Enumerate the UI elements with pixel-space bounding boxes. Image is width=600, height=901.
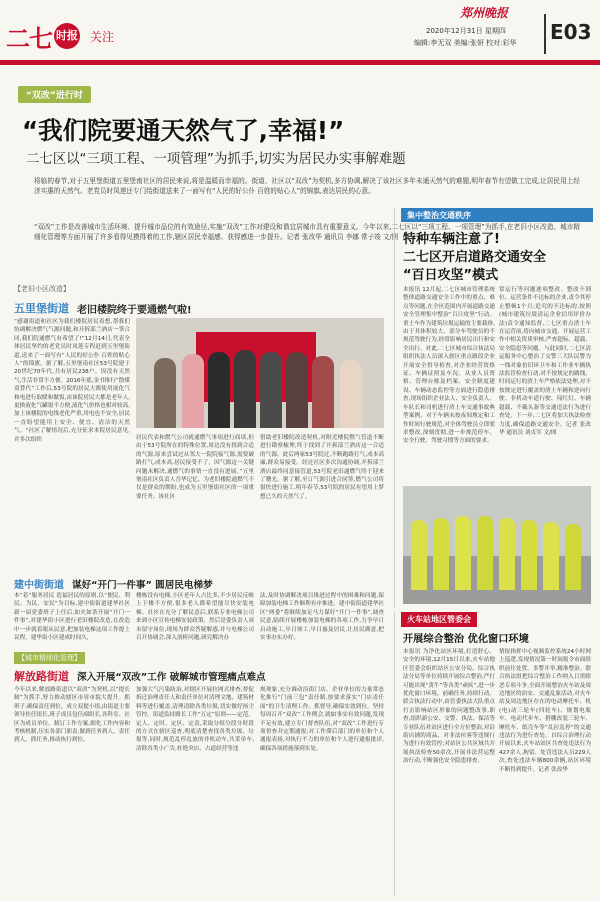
logo-text: 二七 bbox=[6, 23, 52, 53]
col-text: 本报讯 12月起,二七区城市管理系统整体道路交通安全工作中的重点、难点等问题,在全区范围内开展道路交通安全管理集中整治“百日攻坚”行动。重土车作为建筑垃圾运输的主要载体,由于其体积较大、部分车驾驶员的不规范驾驶行为,经常影响居民出行和安全出行。对此,二七区城市综合执法局组织执法人员深入辖区重点路段企业开展安全督导检查,对企业经营资格证、车辆证照及车况、从业人员资格、管理台账及档案、安全制度建设、车辆动态监控等方面进行隐患排查,现场组织企业法人、安全负责人、车队长和司机进行渣土车交通事故典型案例。对于车辆未按夜间规定和工作时间行驶规范,对全体驾驶员立即要求整改,深刻贯彻,进一步规范停车、安全行驶、驾驶习惯等方面的要求。 bbox=[403, 287, 495, 445]
page-number: E03 bbox=[550, 20, 592, 44]
hero-subtitle: 二七区以“三项工程、一项管理”为抓手,切实为居民办实事解难题 bbox=[26, 152, 406, 167]
road-shape bbox=[403, 556, 591, 604]
photo-residents bbox=[136, 318, 384, 428]
officer-shape bbox=[499, 518, 515, 590]
section-old-community bbox=[14, 284, 386, 644]
section-city-management bbox=[14, 652, 386, 892]
headline: 深入开展“双改”工作 破解城市管理痛点难点 bbox=[77, 672, 266, 683]
headline-1: 特种车辆注意了! bbox=[403, 232, 500, 247]
hero-title: “我们院要通天然气了,幸福!” bbox=[22, 116, 345, 145]
officer-shape bbox=[521, 520, 537, 590]
hero-tag: “双改”进行时 bbox=[18, 86, 91, 103]
col-text: 居民代表和燃气公司就通燃气事项进行商谈,但由于53号院所在的特殊位置,周边没有找到合适的气源,原来尝试过从邻大一院院接气源,需要破路打气,成本高,居民接受不了。因气源这一关键问题未解决,通燃气的事情一直没有进展。”五里堡南社区负责人吾华记忆。为老旧楼院通燃气不仅是群众的期盼,也成为五里堡街社区的一项重要任务。该社区 bbox=[136, 435, 254, 500]
headline-2: 二七区开启道路交通安全 bbox=[403, 250, 547, 265]
officer-shape bbox=[433, 518, 449, 590]
masthead bbox=[0, 0, 600, 70]
subhead-street: 五里堡街道 bbox=[14, 302, 69, 315]
col-text: 法,及时协调解决项目推进过程中的困难和问题,保障加装电梯工作顺利有序推进。建中街街道建华社区“两委”将继续加足马力谋好“开门一件事”,调查民意,陆续开展楼栋加装电梯的各项工作,力争早日启动施工,早日竣工,早日惠及居民,让居民满意,把实事办实办好。 bbox=[260, 593, 384, 642]
col-text: 加强大气污染防治,对辖区开展拉网式排查,督促拆迁治理责任人和责任单位对清理文地、建筑材料等进行覆盖,清理清除各类垃圾,切实做好扬尘管控。街道监持路长工作“五定”原则——定范、定人、定时、定区、定责,采取分组分段分时段的方式在辖区巡查,明底清楚查找各类垃圾、垃圾等,同时,规范乱停乱放的非机动车,共采单车,清除各类小广告,杜绝突店、占道经营等违 bbox=[136, 687, 254, 752]
person-shape bbox=[312, 356, 334, 428]
section-tag: 【老旧小区改造】 bbox=[14, 285, 70, 293]
officer-shape bbox=[477, 516, 493, 590]
logo-badge: 时报 bbox=[54, 23, 80, 49]
officer-shape bbox=[411, 520, 427, 590]
person-shape bbox=[208, 352, 230, 428]
person-shape bbox=[260, 352, 282, 428]
col-text: 今年以来,解放路街道以“双改”为契机,以“提长制”为抓手,努力推动辖区市容市貌大提升。抓班子,确保责任到位。成立双提小组,由街道主要领导挂任组长,班子成员包任副组长,各科室、社区为成员单位。制订工作方案,细化工作内容和考核机制,压实各部门职责,做到任务到人、责任到人。抓任务,推动执行到位。 bbox=[14, 687, 130, 744]
person-shape bbox=[286, 352, 308, 428]
person-shape bbox=[234, 350, 256, 428]
col-text: 常运行等问题逐项整改。整改不到位、运营条件不达标的企业,责令其停止整顿1个月;追究的不达标的,按照(城市建筑垃圾清运企业信用评价办法)责令通知监督,二七区重点渣土车在运营前,将向城市交通、开展运营工作中相关资质审核,严查超标、超载、安全隐患等问题。与此同时,二七区清运服务中心整治了交警三大队民警为一线对象仿旧环卫车和工作业车辆执法监管检查行动,对不按规定的路线、时间运行的渣土车严格依法处理,对不按规定进行覆盖的渣土车辆和逆向行驶、非机动车道行驶、闯红灯、车辆超载、不戴头盔等交通违法行为进行查处。下一步,二七区将加大执法检查力度,确保道路交通安全。记者 张改华 通讯员 刘贞军 文/图 bbox=[499, 287, 591, 436]
section-traffic bbox=[394, 208, 594, 608]
col-text: 规现象,充分调动沿街门店、企业单位的力量常态化推行“门前三包”责任制,按要求落实“门店责任面”的卫生清理工作。抓督导,确保实效到位。坚持每周召开“双改”工作例会,就如事实有效问题,发现不足有效,建立专门督查队伍,对“双改”工作进行专项督查并定期通报;对工作滞后部门的单位和个人通报表扬,对执行不力的单位和个人进行通报批评,确保各项措施落到实处。 bbox=[260, 687, 384, 752]
headline-3: “百日攻坚”模式 bbox=[403, 268, 499, 283]
headline-row-2 bbox=[14, 576, 213, 591]
col-text: “感谢街道和社区为我们楼院居民着想,帮我们协调解决燃气气源问题,和开拆部兰酒店一签合同,我们院通燃气有希望了!”12月14日,代表全体居民坚约的老党员时凤莲专程赶到五里堡街道,送来了一面写有“人民的好公仆 百姓的贴心人”的锦旗。据了解,五里堡南社区53号院建于20世纪70年代,共有居民238户。因没有天然气,生活非常不方便。2016年底,金书推行“散煤双替代”工作后,53号院的居民大都使用液化气和电进行取暖和做饭,由该院居民大都是老年人,更换液化气罐很不方便,液化气价格也相对较高,加上该楼院的电线老化严重,用电也不安全,居民一直盼望能用上安全、便宜、清洁的天然气。“社区了解情况后,充分征求本院居民意见,并多次组织 bbox=[14, 319, 130, 443]
col-text: 借助老旧楼院改造契机,对附近楼院燃气管道不断进行勘察梳理,终于找到了开拆部兰酒店这一合适的气源。此后两家53号院过,不断跑路打气,成本高廉,群众易接受。经过社区多次沟通协调,开拆部兰酒店最终同意接管道,53号院老旧通燃气终于迎来了曙光。据了解,至订气源引进合同签,燃气公司将很快进行施工,明年春节,53号院的居民有望用上梦想已久的天然气了。 bbox=[260, 435, 384, 500]
officer-shape bbox=[565, 524, 581, 590]
brand-name: 郑州晚报 bbox=[460, 6, 509, 20]
headline: 老旧楼院终于要通燃气啦! bbox=[77, 304, 192, 316]
hero-intro-2: “双改”工作是改善城市生活环境、提升城市品位的有效途径,实施“双改”工作对建设和谐宜居城市具有重要意义。今年以来,二七区以“三项工程、一项管理”为抓手,在老旧小区改造、城市精细化管理等方面开展了许多看得见摸得着的工作,辖区居民幸福感、获得感进一步提升。记者 张改华 通讯员 李娜 常子竣 文/图 bbox=[34, 223, 580, 242]
headline: 谋好“开门一件事” 圆居民电梯梦 bbox=[72, 579, 213, 591]
col-text: 本报讯 为净化站区环境,打造舒心、安全的环境,12月15日以来,火车站地区管委会组织站区公安分局、综合执法分局等单位持续开展综合整治,严打可能出现“黄牛”等各类“顽疾”,进一步优化窗口环境。前确任务,持续行动。联合执法行动中,由管委执法大队重点打击影响站区形象的问题整改事,职查,组织新公安、交警、执法、保洁等专业队伍对站区进行全方位整治,对沿街店铺的商品、对非法拉客等违规行为进行有效管控;对站区公共区域共开展执法检查50余次,开展非法营运整治行动,不断强化安全隐患排查。 bbox=[403, 649, 495, 765]
masthead-logo bbox=[6, 22, 115, 53]
subhead-street: 解放路街道 bbox=[14, 670, 69, 683]
officer-shape bbox=[455, 516, 471, 590]
subhead-street: 建中街街道 bbox=[14, 580, 64, 591]
col-text: 楼栋没有电梯,小区老年人占比多,不少居民反映上下楼不方便,很多老人都希望能尽快安装电梯。社区在充分了解民意后,联系专业电梯公司来到小区宣传电梯安装政策。然后党委负责人周末留守岗位,现场为群众答疑解惑,并与电梯公司召开协调会,深入剖析问题,研究解决办 bbox=[136, 593, 254, 642]
person-shape bbox=[182, 354, 204, 428]
hero-intro-1: 将临的春节,对于五里堡街道五里堡南社区的居民来说,将是温暖而幸福的。街道、社区以“双改”为契机,多方协调,解决了该社区多年未通天然气的难题,明年春节有望做工完成,让居民用上经济实惠的天然气。老党员时凤莲还专门给街道送来了一面写有“人民的好公仆 百姓的贴心人”的锦旗,表达居民的心意。 bbox=[34, 177, 580, 196]
officer-shape bbox=[543, 522, 559, 590]
headline: 开展综合整治 优化窗口环境 bbox=[403, 634, 529, 645]
photo-traffic-police bbox=[403, 486, 591, 604]
section-station bbox=[394, 612, 594, 896]
section-tag: 集中整治交通秩序 bbox=[401, 208, 593, 222]
page-divider bbox=[544, 14, 546, 54]
col-text: 情报指挥中心视频监控系统24小时网上巡逻,发现情况第一时间报令市面组织前往处置。多警并举,精准整治。联合执法组把综合整治工作纳入日黑除恶专项斗争,全面开展整治火车站及周边地区的治安、交通乱象活动,对火车站及周边地区存在的电动摩托车、机(电)动三轮车(四轮车)、规划电瓶车、电动代步车、搭棚改装三轮车、摩托车、纸壳车等“乱拉乱停”的交通违法行为进行查处。自综合治理行动开展以来,火车站站区共查处违法行为427余人,拘留、处罚违法人员229人次,查处违法车辆800余辆,站区环境不断得到提升。记者 张改华 bbox=[499, 649, 591, 773]
date-line: 2020年12月31日 星期四 bbox=[426, 27, 506, 35]
section-label: 关注 bbox=[90, 29, 115, 44]
person-shape bbox=[340, 360, 362, 428]
headline-row bbox=[14, 668, 266, 684]
person-shape bbox=[154, 358, 176, 428]
headline-row bbox=[14, 300, 192, 316]
edit-line: 编辑:李无双 美编:张妍 校对:彩华 bbox=[414, 39, 517, 47]
section-tag: 火车站地区管委会 bbox=[401, 612, 477, 627]
masthead-rule bbox=[0, 60, 600, 65]
col-text: 本“着”服务居民 造福居民的原则,以“便民、利民、为民、安民”为目标,建中街街道建华社区新一届党委班子上任后,如火如荼开展“开门一件事”,对建华街小区进行老旧楼院改造,在改造中一步就着眼从民意,把加装电梯这项工作提上议程。建华街小区建成时间久, bbox=[14, 593, 130, 642]
section-tag: 【城市精细化管理】 bbox=[14, 652, 85, 664]
